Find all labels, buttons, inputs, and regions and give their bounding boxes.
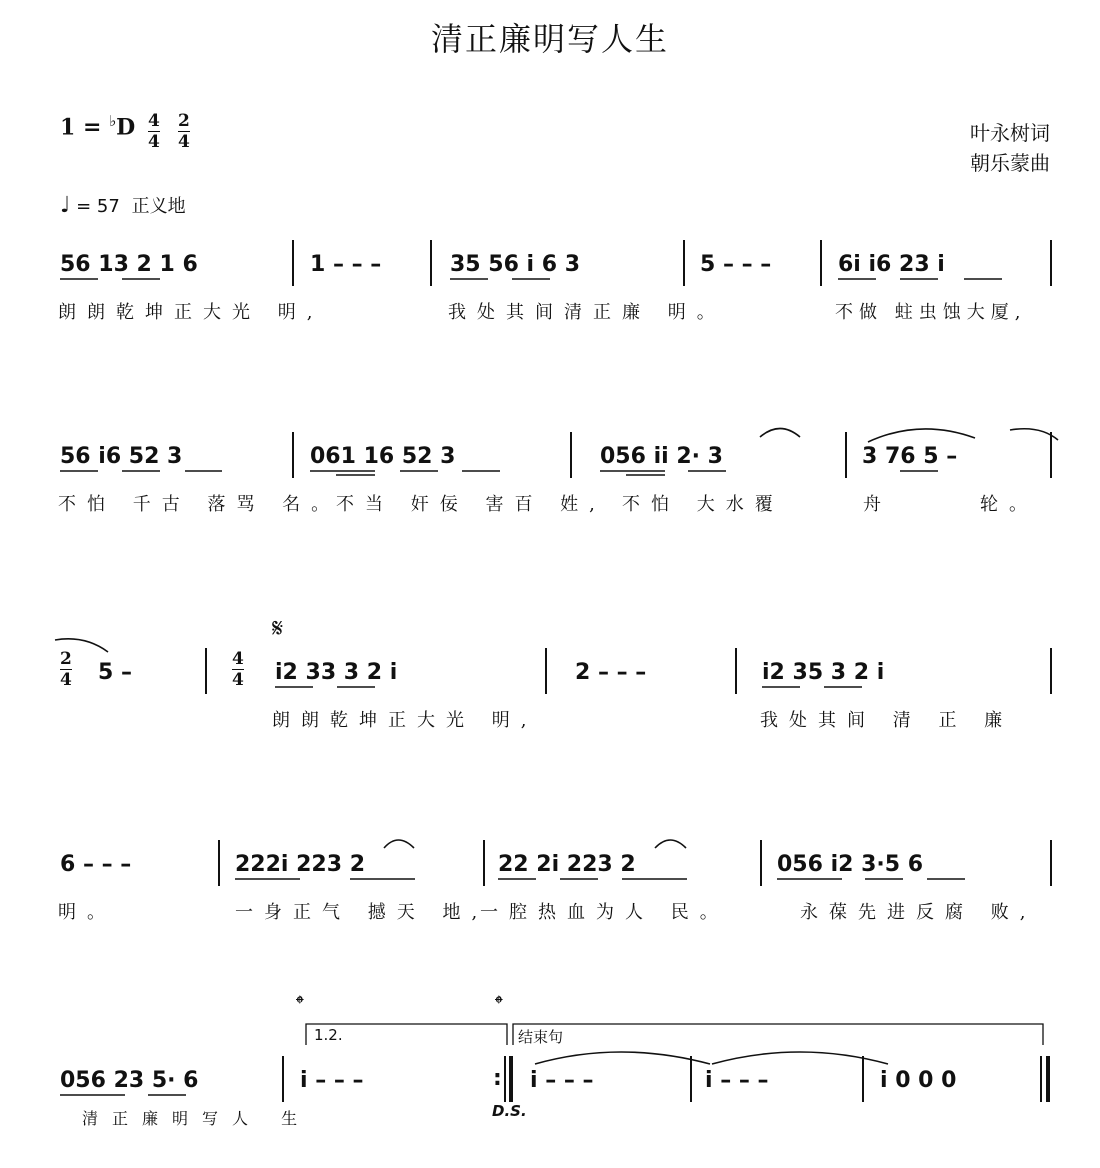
flat-symbol: ♭ [109,112,117,130]
meter-bottom: 4 [178,132,190,152]
lyricist: 叶永树词 [970,121,1050,145]
system-5 [0,1068,1100,1168]
measure-4-notes: 5 – – – [700,252,772,277]
lyric-line: 不怕 大水覆 [622,494,784,515]
barline [845,432,847,478]
lyric-word: 明。 [58,902,116,923]
barline [1050,648,1052,694]
measure-2-notes: 1 – – – [310,252,382,277]
lyric-line: 朗朗乾坤正大光 明, [272,710,538,731]
measure-19-notes: i – – – [300,1068,364,1093]
lyric-line: 朗朗乾坤正大光 明, [58,302,324,323]
measure-8-notes: 056 ii 2· 3 [600,444,723,469]
measure-14-notes: 6 – – – [60,852,132,877]
measure-22-notes: i 0 0 0 [880,1068,957,1093]
slur [384,840,414,848]
quarter-note-icon: ♩ [60,193,71,218]
barline [760,840,762,886]
repeat-barline [504,1056,506,1102]
key-prefix: 1 = [60,114,110,141]
time-signature-2-4 [178,112,190,151]
measure-1-notes: 56 13 2 1 6 [60,252,198,277]
slur [655,840,686,848]
measure-3-notes: 35 56 i 6 3 [450,252,581,277]
measure-6-notes: 56 i6 52 3 [60,444,183,469]
barline [430,240,432,286]
system-4 [0,852,1100,952]
coda-icon: 𝄌 [495,992,503,1017]
coda-icon: 𝄌 [296,992,304,1017]
system-3 [0,614,1100,760]
lyric-line: 一身正气 撼天 地, [235,902,489,923]
volta-2-label: 结束句 [518,1028,564,1046]
slur [760,429,800,438]
measure-20-notes: i – – – [530,1068,594,1093]
credits [970,118,1050,178]
tempo-bpm: = 57 [76,196,120,217]
barline [1050,840,1052,886]
measure-21-notes: i – – – [705,1068,769,1093]
lyric-line: 不怕 千古 落骂 名。 [58,494,341,515]
repeat-barline-thick [509,1056,513,1102]
measure-7-notes: 061 16 52 3 [310,444,456,469]
time-signature-4-4 [148,112,160,151]
meter-bottom: 4 [232,670,244,690]
measure-18-notes: 056 23 5· 6 [60,1068,199,1093]
da-segno: D.S. [492,1102,527,1120]
page-title: 清正廉明写人生 [430,20,669,58]
final-barline-thick [1046,1056,1050,1102]
final-barline [1040,1056,1042,1102]
slur [868,429,975,442]
meter-bottom: 4 [148,132,160,152]
measure-13-notes: i2 35 3 2 i [762,660,885,685]
tempo-expression: 正义地 [131,196,186,217]
lyric-word: 舟 [863,494,892,515]
volta-1-label: 1.2. [314,1026,343,1044]
lyric-word: 轮。 [980,494,1038,515]
barline [282,1056,284,1102]
lyric-line: 不做 蛀虫蚀大厦, [835,302,1027,323]
measure-5-notes: 6i i6 23 i [838,252,945,277]
measure-9-notes: 3 76 5 – [862,444,958,469]
key-tonic: D [116,114,136,141]
barline [1050,432,1052,478]
barline [292,240,294,286]
barline [1050,240,1052,286]
barline [570,432,572,478]
repeat-dots: : [493,1066,502,1091]
measure-17-notes: 056 i2 3·5 6 [777,852,924,877]
barline [483,840,485,886]
barline [690,1056,692,1102]
time-signature-4-4 [232,650,244,689]
meter-bottom: 4 [60,670,72,690]
lyric-line: 永葆先进反腐 败, [800,902,1037,923]
measure-16-notes: 22 2i 223 2 [498,852,636,877]
meter-top: 4 [148,111,160,131]
barline [862,1056,864,1102]
measure-10-notes: 5 – [98,660,132,685]
system-1 [0,252,1100,352]
lyric-line: 清正廉明写人 生 [82,1109,312,1128]
measure-11-notes: i2 33 3 2 i [275,660,398,685]
lyric-line: 我处其间清正廉 明。 [448,302,726,323]
meter-top: 2 [178,111,190,131]
meter-top: 2 [60,649,72,669]
tie [535,1052,710,1064]
time-signature-2-4 [60,650,72,689]
lyric-line: 一腔热血为人 民。 [480,902,729,923]
barline [205,648,207,694]
barline [735,648,737,694]
lyric-line: 不当 奸佞 害百 姓, [336,494,606,515]
composer: 朝乐蒙曲 [970,151,1050,175]
barline [545,648,547,694]
barline [683,240,685,286]
key-signature [60,112,135,140]
measure-12-notes: 2 – – – [575,660,647,685]
barline [218,840,220,886]
segno-icon: 𝄋 [272,614,284,644]
lyric-line: 我处其间 清 正 廉 [760,710,1014,731]
measure-15-notes: 222i 223 2 [235,852,366,877]
meter-top: 4 [232,649,244,669]
system-2 [0,444,1100,544]
tempo-marking [60,192,186,218]
barline [820,240,822,286]
barline [292,432,294,478]
volta-2-bracket [513,1024,1043,1045]
